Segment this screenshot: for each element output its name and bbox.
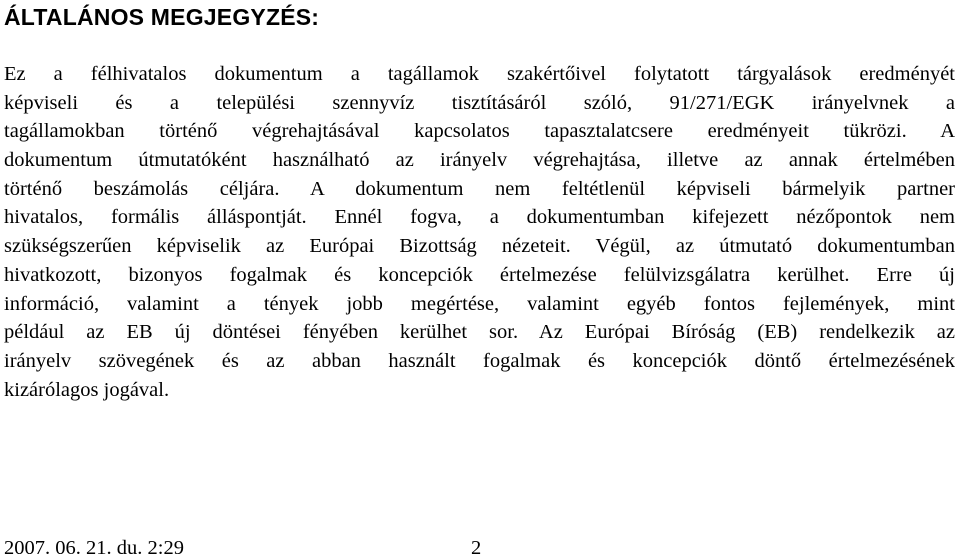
footer-date: 2007. 06. 21. du. 2:29 xyxy=(4,537,184,559)
section-heading: ÁLTALÁNOS MEGJEGYZÉS: xyxy=(4,4,320,30)
paragraph-line: képviseli és a települési szennyvíz tisztításáról szóló, 91/271/EGK irányelvnek a xyxy=(4,91,955,114)
paragraph-line: tagállamokban történő végrehajtásával kapcsolatos tapasztalatcsere eredményeit tükrözi. A xyxy=(4,120,955,143)
paragraph-line: például az EB új döntései fényében kerülhet sor. Az Európai Bíróság (EB) rendelkezik az xyxy=(4,321,955,344)
paragraph-line: Ez a félhivatalos dokumentum a tagállamok szakértőivel folytatott tárgyalások eredményét xyxy=(4,63,955,85)
paragraph-line: hivatalos, formális álláspontját. Ennél fogva, a dokumentumban kifejezett nézőpontok nem xyxy=(4,206,955,229)
paragraph-line: szükségszerűen képviselik az Európai Bizottság nézeteit. Végül, az útmutató dokumentumban xyxy=(4,235,955,258)
paragraph-line: kizárólagos jogával. xyxy=(4,378,170,401)
page-number: 2 xyxy=(471,537,482,559)
paragraph-line: dokumentum útmutatóként használható az irányelv végrehajtása, illetve az annak értelmében xyxy=(4,149,955,172)
paragraph-line: információ, valamint a tények jobb megértése, valamint egyéb fontos fejlemények, mint xyxy=(4,292,955,315)
general-note-paragraph xyxy=(4,60,955,404)
paragraph-line: történő beszámolás céljára. A dokumentum nem feltétlenül képviseli bármelyik partner xyxy=(4,177,955,200)
paragraph-line: irányelv szövegének és az abban használt fogalmak és koncepciók döntő értelmezésének xyxy=(4,349,955,372)
paragraph-line: hivatkozott, bizonyos fogalmak és koncepciók értelmezése felülvizsgálatra kerülhet. Erre új xyxy=(4,263,955,286)
